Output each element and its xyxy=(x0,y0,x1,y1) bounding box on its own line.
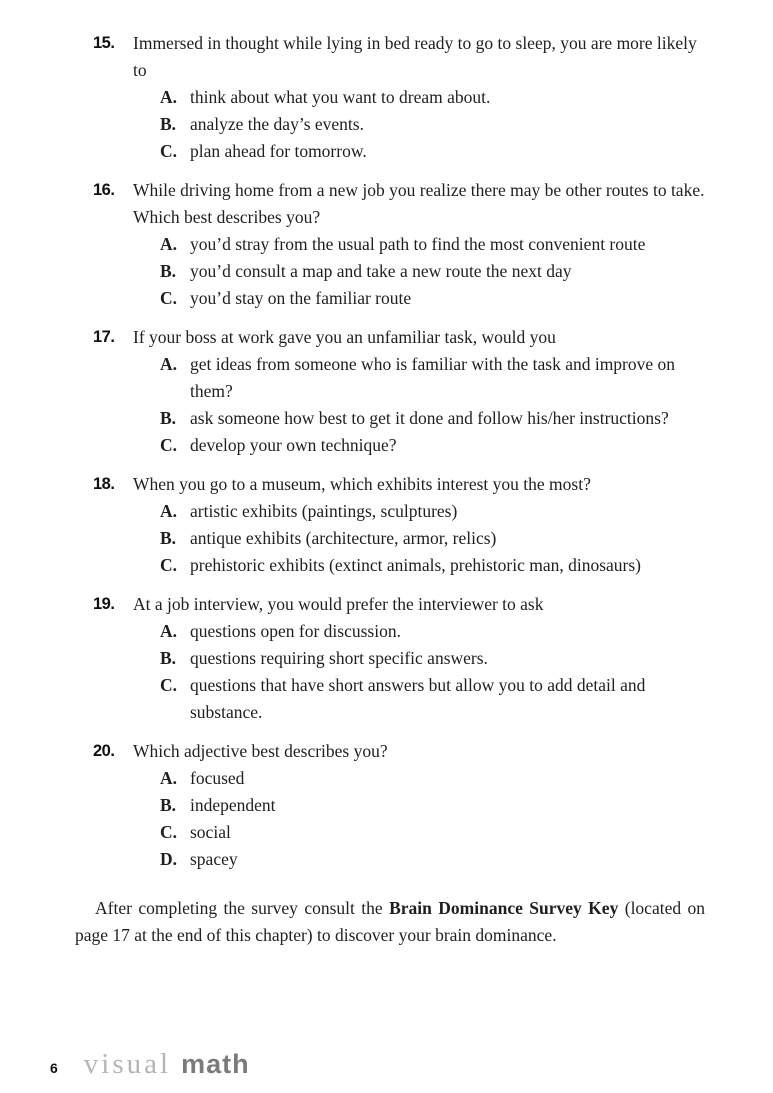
option-text: questions requiring short specific answers. xyxy=(190,648,488,668)
survey-key-bold: Brain Dominance Survey Key xyxy=(389,898,619,918)
closing-text-post: (located on page 17 at the end of this chapter) to discover your brain dominance. xyxy=(75,898,706,945)
option-item xyxy=(160,645,705,672)
option-letter: B. xyxy=(160,261,177,281)
question-list xyxy=(75,30,705,873)
option-list xyxy=(133,765,705,873)
option-text: ask someone how best to get it done and follow his/her instructions? xyxy=(190,408,669,428)
question-stem: While driving home from a new job you realize there may be other routes to take. Which best describes you? xyxy=(133,180,705,227)
option-item xyxy=(160,285,705,312)
page-number: 6 xyxy=(50,1060,58,1076)
question-item xyxy=(93,471,705,579)
question-body xyxy=(133,324,705,459)
question-body xyxy=(133,177,705,312)
option-list xyxy=(133,231,705,312)
option-text: analyze the day’s events. xyxy=(190,114,364,134)
option-text: prehistoric exhibits (extinct animals, prehistoric man, dinosaurs) xyxy=(190,555,642,575)
question-number: 17. xyxy=(93,328,115,346)
option-letter: A. xyxy=(160,354,178,374)
option-item xyxy=(160,405,705,432)
option-item xyxy=(160,138,705,165)
brand-math: math xyxy=(181,1049,250,1079)
option-text: develop your own technique? xyxy=(190,435,397,455)
option-letter: C. xyxy=(160,675,178,695)
option-item xyxy=(160,618,705,645)
option-text: social xyxy=(190,822,231,842)
question-number: 16. xyxy=(93,181,115,199)
option-letter: C. xyxy=(160,435,178,455)
question-stem: When you go to a museum, which exhibits interest you the most? xyxy=(133,474,591,494)
closing-text-pre: After completing the survey consult the xyxy=(95,898,390,918)
option-list xyxy=(133,351,705,459)
option-list xyxy=(133,498,705,579)
question-item xyxy=(93,177,705,312)
question-item xyxy=(93,591,705,726)
option-list xyxy=(133,618,705,726)
question-body xyxy=(133,30,705,165)
question-number: 18. xyxy=(93,475,115,493)
option-text: focused xyxy=(190,768,245,788)
option-letter: A. xyxy=(160,501,178,521)
option-letter: A. xyxy=(160,87,178,107)
option-letter: A. xyxy=(160,768,178,788)
option-item xyxy=(160,258,705,285)
option-text: antique exhibits (architecture, armor, relics) xyxy=(190,528,497,548)
option-text: questions open for discussion. xyxy=(190,621,401,641)
question-stem: Immersed in thought while lying in bed ready to go to sleep, you are more likely to xyxy=(133,33,697,80)
option-item xyxy=(160,846,705,873)
question-number: 20. xyxy=(93,742,115,760)
option-item xyxy=(160,231,705,258)
question-number: 19. xyxy=(93,595,115,613)
option-letter: C. xyxy=(160,288,178,308)
option-letter: B. xyxy=(160,795,177,815)
option-text: plan ahead for tomorrow. xyxy=(190,141,367,161)
option-letter: A. xyxy=(160,234,178,254)
option-item xyxy=(160,84,705,111)
question-body xyxy=(133,591,705,726)
page-container xyxy=(75,30,705,949)
question-item xyxy=(93,738,705,873)
option-text: questions that have short answers but allow you to add detail and substance. xyxy=(190,675,646,722)
option-list xyxy=(133,84,705,165)
question-stem: If your boss at work gave you an unfamiliar task, would you xyxy=(133,327,556,347)
question-stem: Which adjective best describes you? xyxy=(133,741,388,761)
option-letter: D. xyxy=(160,849,178,869)
option-letter: A. xyxy=(160,621,178,641)
option-item xyxy=(160,765,705,792)
question-body xyxy=(133,471,705,579)
question-number: 15. xyxy=(93,34,115,52)
option-text: think about what you want to dream about. xyxy=(190,87,491,107)
option-letter: C. xyxy=(160,822,178,842)
option-item xyxy=(160,351,705,405)
option-text: artistic exhibits (paintings, sculptures) xyxy=(190,501,458,521)
question-body xyxy=(133,738,705,873)
option-letter: B. xyxy=(160,408,177,428)
option-letter: B. xyxy=(160,114,177,134)
option-text: independent xyxy=(190,795,276,815)
page-footer xyxy=(50,1048,250,1081)
question-stem: At a job interview, you would prefer the interviewer to ask xyxy=(133,594,544,614)
option-text: you’d consult a map and take a new route the next day xyxy=(190,261,572,281)
brand-visual: visual xyxy=(83,1048,172,1080)
option-item xyxy=(160,498,705,525)
option-item xyxy=(160,819,705,846)
question-item xyxy=(93,324,705,459)
option-letter: C. xyxy=(160,555,178,575)
option-text: you’d stay on the familiar route xyxy=(190,288,412,308)
option-letter: C. xyxy=(160,141,178,161)
option-letter: B. xyxy=(160,528,177,548)
option-item xyxy=(160,552,705,579)
option-item xyxy=(160,525,705,552)
option-item xyxy=(160,432,705,459)
option-item xyxy=(160,111,705,138)
option-text: you’d stray from the usual path to find the most convenient route xyxy=(190,234,646,254)
option-text: get ideas from someone who is familiar with the task and improve on them? xyxy=(190,354,676,401)
option-letter: B. xyxy=(160,648,177,668)
option-item xyxy=(160,672,705,726)
question-item xyxy=(93,30,705,165)
option-text: spacey xyxy=(190,849,238,869)
option-item xyxy=(160,792,705,819)
closing-paragraph xyxy=(75,895,705,949)
